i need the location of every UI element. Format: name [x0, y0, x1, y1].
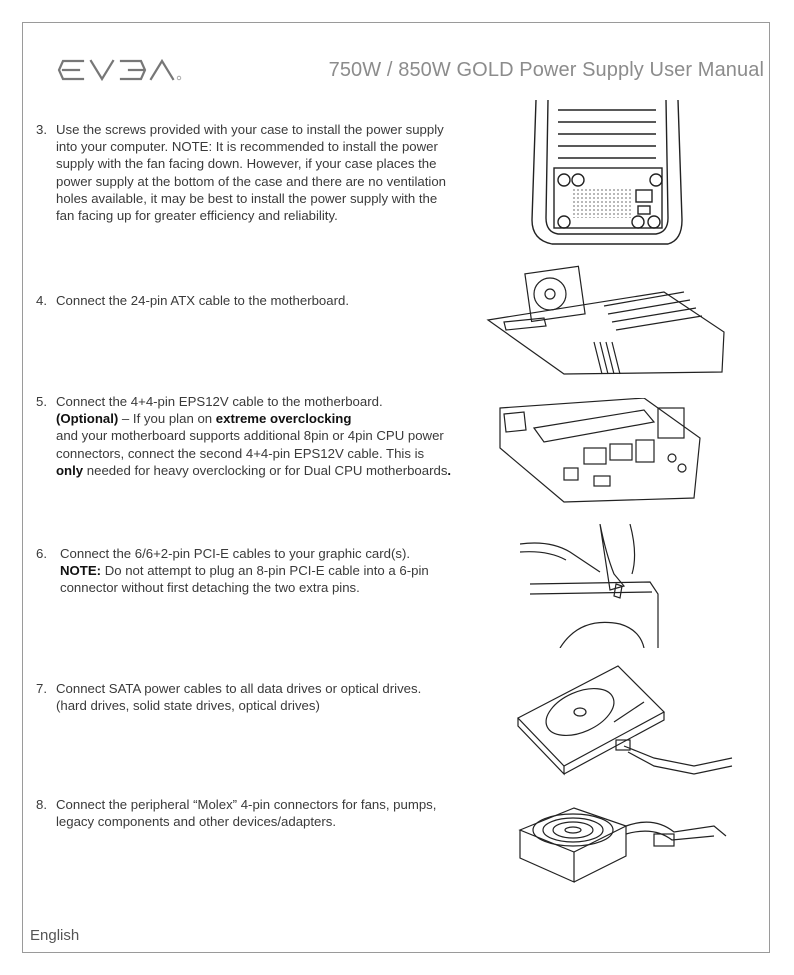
step-5-text: needed for heavy overclocking or for Dual CPU motherboards	[83, 462, 448, 478]
step-5-text: – If you plan on	[118, 411, 216, 427]
step-7-line: Connect SATA power cables to all data drives or optical drives.	[56, 681, 422, 696]
optional-label: (Optional)	[56, 411, 119, 427]
extreme-overclocking-text: extreme overclocking	[215, 411, 352, 427]
step-number: 7.	[36, 681, 47, 696]
step-number: 5.	[36, 394, 47, 409]
hard-drive-sata-icon	[514, 662, 734, 782]
step-5-line: connectors, connect the second 4+4-pin EPS12V cable. This is	[56, 445, 425, 461]
step-6	[36, 545, 486, 601]
evga-logo	[57, 51, 189, 89]
step-6-text: Do not attempt to plug an 8-pin PCI-E cable into a 6-pin	[101, 563, 429, 579]
step-number: 6.	[36, 546, 47, 561]
fan-molex-icon	[514, 796, 732, 894]
step-3	[36, 121, 486, 231]
step-3-line: holes available, it may be best to install the power supply with the	[56, 190, 438, 206]
step-8-line: Connect the peripheral “Molex” 4-pin connectors for fans, pumps,	[56, 797, 437, 812]
motherboard-24pin-icon	[484, 262, 728, 382]
step-3-line: supply with the fan facing down. However, if your case places the	[56, 156, 437, 172]
step-6-line: Connect the 6/6+2-pin PCI-E cables to your graphic card(s).	[60, 546, 411, 561]
step-3-line: power supply at the bottom of the case and there are no ventilation	[56, 173, 447, 189]
note-label: NOTE:	[60, 563, 102, 579]
step-7	[36, 680, 486, 716]
step-4	[36, 292, 486, 312]
step-8-line: legacy components and other devices/adapters.	[56, 814, 337, 830]
step-5-period: .	[447, 462, 452, 478]
case-psu-screws-icon	[528, 100, 686, 248]
step-8	[36, 796, 486, 832]
motherboard-eps-icon	[494, 398, 704, 504]
step-3-line: fan facing up for greater efficiency and reliability.	[56, 208, 338, 224]
step-7-line: (hard drives, solid state drives, optical drives)	[56, 698, 320, 714]
footer-language: English	[30, 927, 80, 944]
step-5	[36, 393, 486, 483]
step-5-line: and your motherboard supports additional 8pin or 4pin CPU power	[56, 428, 444, 444]
step-3-line: into your computer. NOTE: It is recommended to install the power	[56, 139, 438, 155]
gpu-pcie-plug-icon	[520, 524, 662, 648]
step-number: 3.	[36, 122, 47, 137]
step-number: 8.	[36, 797, 47, 812]
step-6-line: connector without first detaching the two extra pins.	[60, 580, 360, 596]
step-number: 4.	[36, 293, 47, 308]
step-4-line: Connect the 24-pin ATX cable to the motherboard.	[56, 293, 349, 308]
manual-title: 750W / 850W GOLD Power Supply User Manual	[328, 59, 764, 81]
only-text: only	[56, 462, 84, 478]
step-3-line: Use the screws provided with your case to install the power supply	[56, 122, 444, 137]
step-5-line: Connect the 4+4-pin EPS12V cable to the motherboard.	[56, 394, 383, 409]
